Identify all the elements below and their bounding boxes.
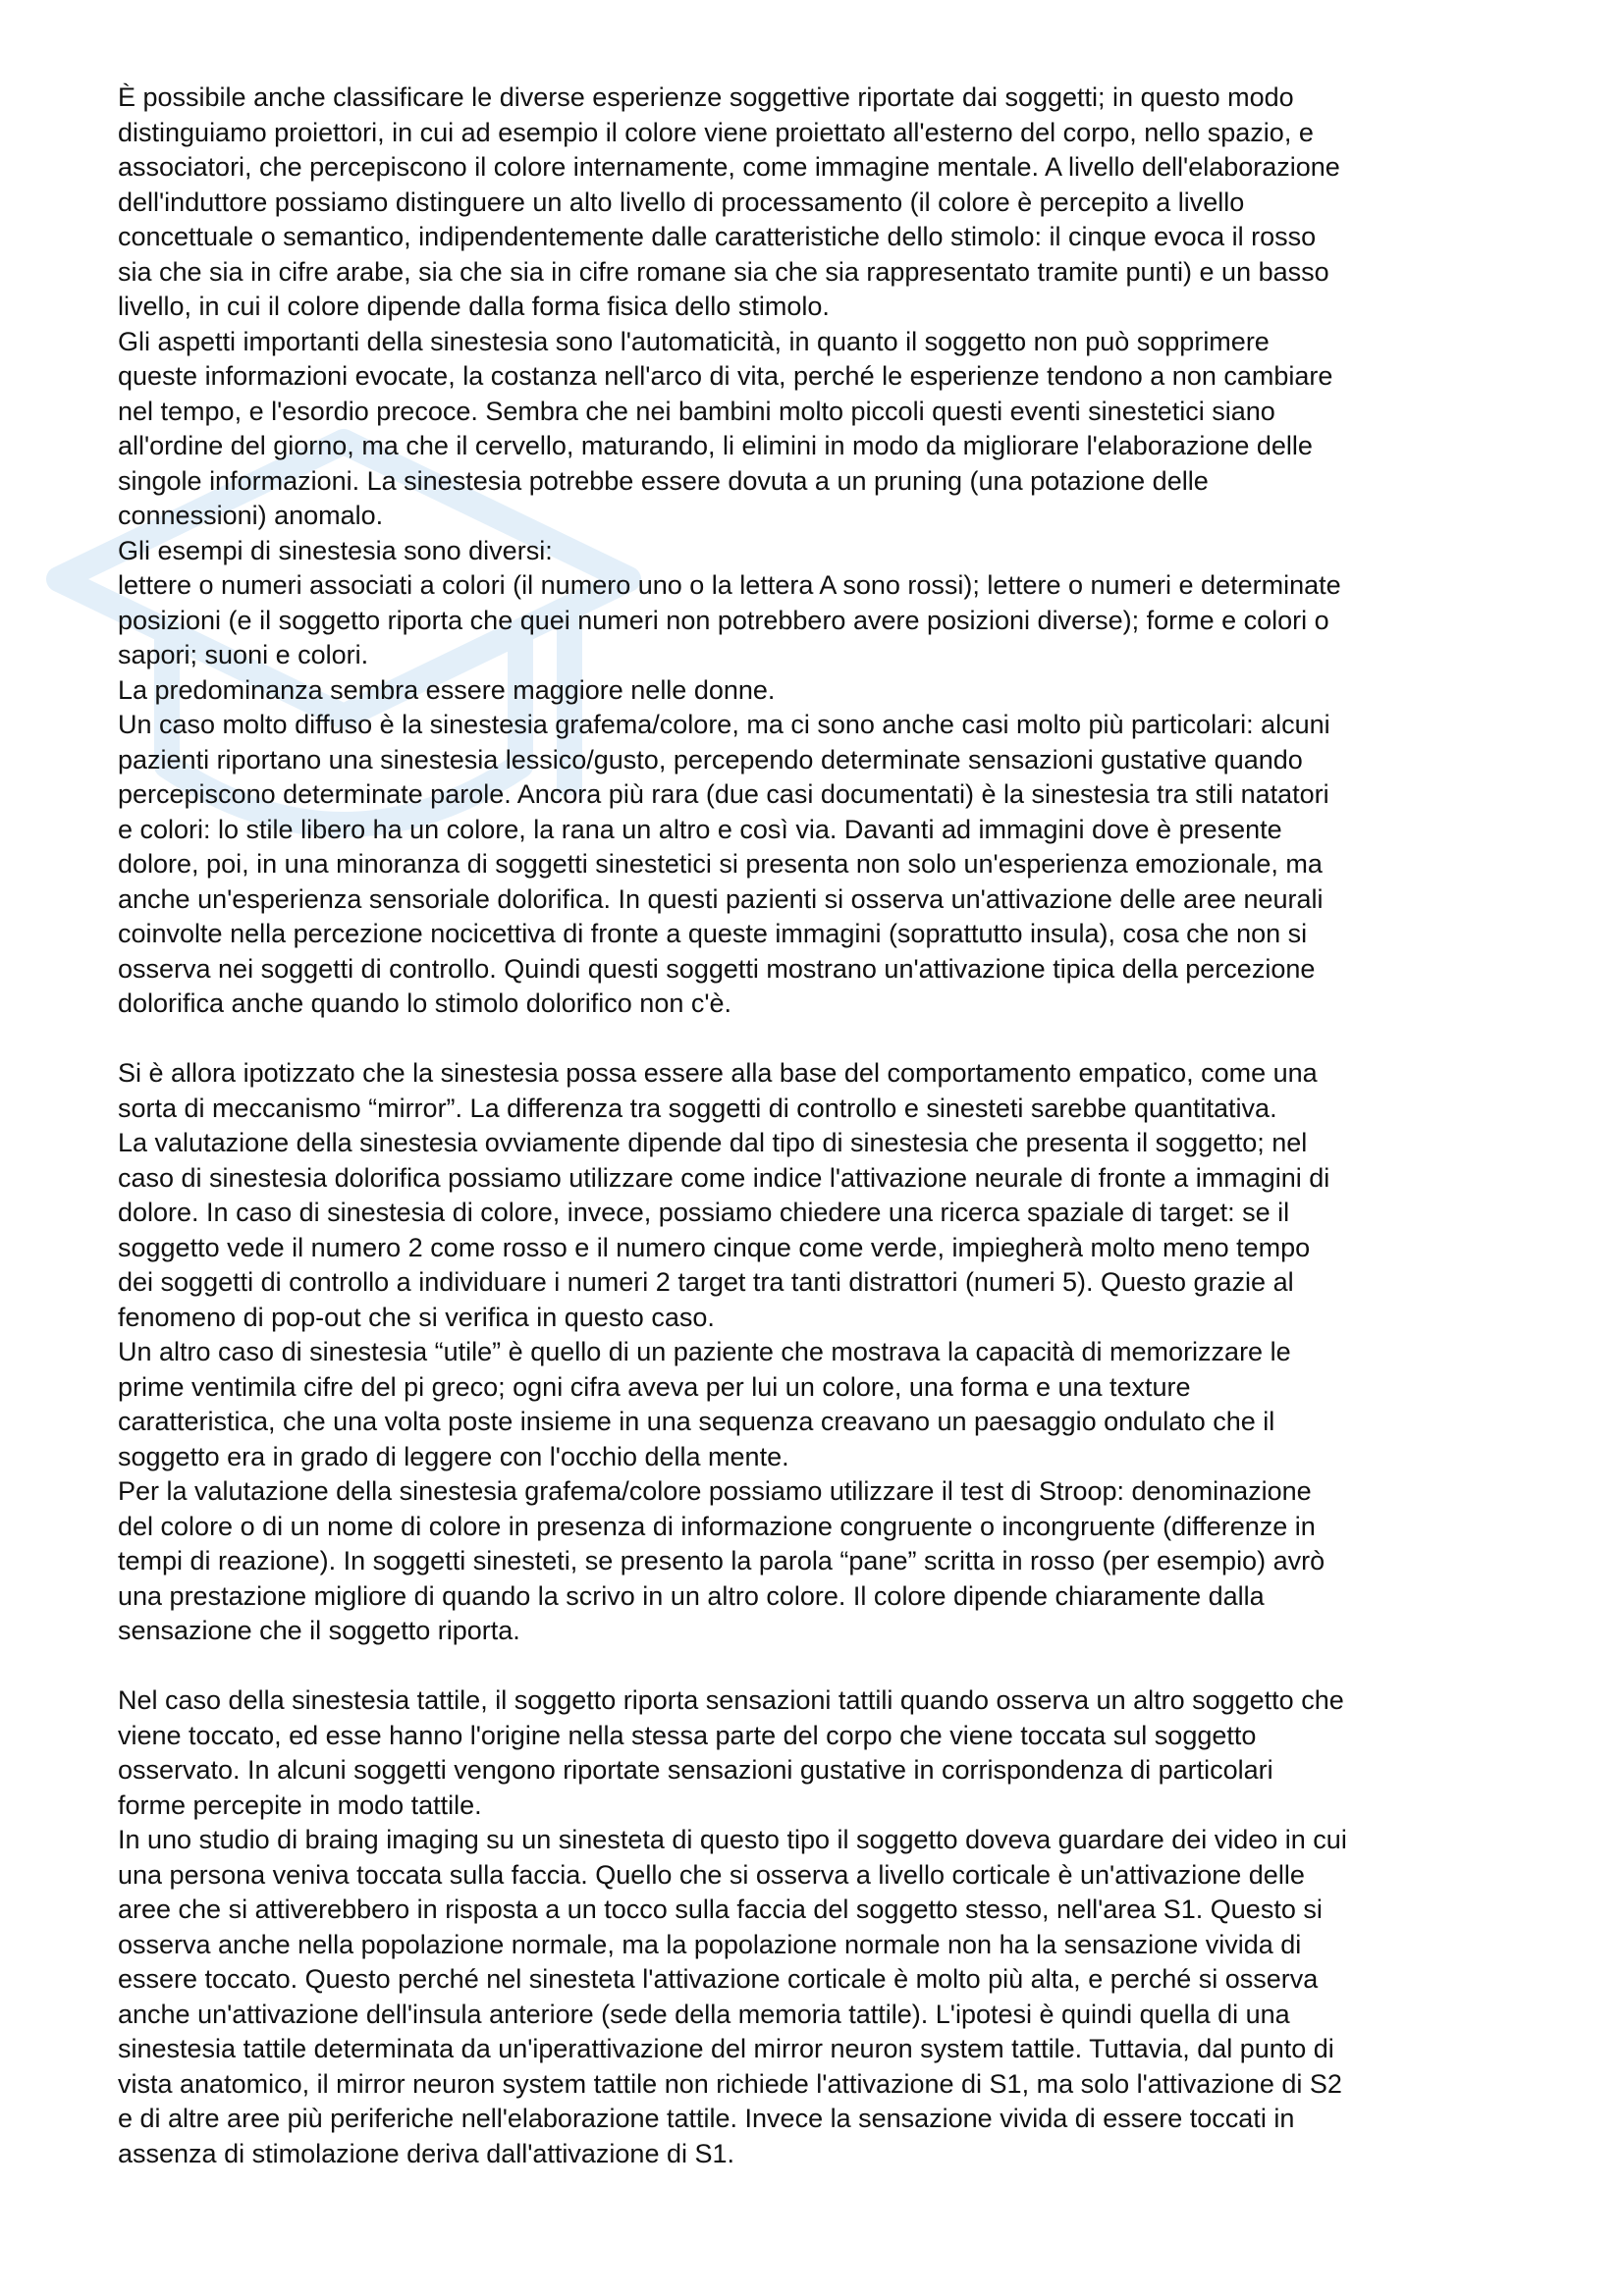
paragraph-brain-imaging: In uno studio di braing imaging su un sinesteta di questo tipo il soggetto doveva guardare dei video in cui una persona veniva toccata sulla faccia. Quello che si osserva a livello corticale è un'attivazione delle aree che si attiverebbero in risposta a un tocco sulla faccia del soggetto stesso, nell'area S1. Questo si osserva anche nella popolazione normale, ma la popolazione normale non ha la sensazione vivida di essere toccato. Questo perché nel sinesteta l'attivazione corticale è molto più alta, e perché si osserva anche un'attivazione dell'insula anteriore (sede della memoria tattile). L'ipotesi è quindi quella di una sinestesia tattile determinata da un'iperattivazione del mirror neuron system tattile. Tuttavia, dal punto di vista anatomico, il mirror neuron system tattile non richiede l'attivazione di S1, ma solo l'attivazione di S2 e di altre aree più periferiche nell'elaborazione tattile. Invece la sensazione vivida di essere toccati in assenza di stimolazione deriva dall'attivazione di S1. (118, 1825, 1347, 2168)
paragraph-pi-greco: Un altro caso di sinestesia “utile” è quello di un paziente che mostrava la capacità di memorizzare le prime ventimila cifre del pi greco; ogni cifra aveva per lui un colore, una forma e una texture caratteristica, che una volta poste insieme in una sequenza creavano un paesaggio ondulato che il soggetto era in grado di leggere con l'occhio della mente. (118, 1337, 1291, 1471)
paragraph-comportamento-empatico: Si è allora ipotizzato che la sinestesia possa essere alla base del comportamento empatico, come una sorta di meccanismo “mirror”. La differenza tra soggetti di controllo e sinesteti sarebbe quantitativa. (118, 1058, 1318, 1123)
document-body (118, 80, 1512, 2171)
paragraph-aspetti-importanti: Gli aspetti importanti della sinestesia sono l'automaticità, in quanto il soggetto non può sopprimere queste informazioni evocate, la costanza nell'arco di vita, perché le esperienze tendono a non cambiare nel tempo, e l'esordio precoce. Sembra che nei bambini molto piccoli questi eventi sinestetici siano all'ordine del giorno, ma che il cervello, maturando, li elimini in modo da migliorare l'elaborazione delle singole informazioni. La sinestesia potrebbe essere dovuta a un pruning (una potazione delle connessioni) anomalo. (118, 326, 1333, 530)
paragraph-predominanza: La predominanza sembra essere maggiore nelle donne. (118, 674, 776, 705)
paragraph-classificazione: È possibile anche classificare le diverse esperienze soggettive riportate dai soggetti; in questo modo distinguiamo proiettori, in cui ad esempio il colore viene proiettato all'esterno del corpo, nello spazio, e associatori, che percepiscono il colore internamente, come immagine mentale. A livello dell'elaborazione dell'induttore possiamo distinguere un alto livello di processamento (il colore è percepito a livello concettuale o semantico, indipendentemente dalle caratteristiche dello stimolo: il cinque evoca il rosso sia che sia in cifre arabe, sia che sia in cifre romane sia che sia rappresentato tramite punti) e un basso livello, in cui il colore dipende dalla forma fisica dello stimolo. (118, 82, 1340, 321)
paragraph-casi-particolari: Un caso molto diffuso è la sinestesia grafema/colore, ma ci sono anche casi molto più particolari: alcuni pazienti riportano una sinestesia lessico/gusto, percependo determinate sensazioni gustative quando percepiscono determinate parole. Ancora più rara (due casi documentati) è la sinestesia tra stili natatori e colori: lo stile libero ha un colore, la rana un altro e così via. Davanti ad immagini dove è presente dolore, poi, in una minoranza di soggetti sinestetici si presenta non solo un'esperienza emozionale, ma anche un'esperienza sensoriale dolorifica. In questi pazienti si osserva un'attivazione delle aree neurali coinvolte nella percezione nocicettiva di fronte a queste immagini (soprattutto insula), cosa che non si osserva nei soggetti di controllo. Quindi questi soggetti mostrano un'attivazione tipica della percezione dolorifica anche quando lo stimolo dolorifico non c'è. (118, 710, 1330, 1018)
paragraph-esempi-lista: lettere o numeri associati a colori (il numero uno o la lettera A sono rossi); lettere o numeri e determinate posizioni (e il soggetto riporta che quei numeri non potrebbero avere posizioni diverse); forme e colori o sapori; suoni e colori. (118, 570, 1341, 669)
paragraph-sinestesia-tattile: Nel caso della sinestesia tattile, il soggetto riporta sensazioni tattili quando osserva un altro soggetto che viene toccato, ed esse hanno l'origine nella stessa parte del corpo che viene toccata sul soggetto osservato. In alcuni soggetti vengono riportate sensazioni gustative in corrispondenza di particolari forme percepite in modo tattile. (118, 1685, 1344, 1820)
paragraph-valutazione: La valutazione della sinestesia ovviamente dipende dal tipo di sinestesia che presenta il soggetto; nel caso di sinestesia dolorifica possiamo utilizzare come indice l'attivazione neurale di fronte a immagini di dolore. In caso di sinestesia di colore, invece, possiamo chiedere una ricerca spaziale di target: se il soggetto vede il numero 2 come rosso e il numero cinque come verde, impiegherà molto meno tempo dei soggetti di controllo a individuare i numeri 2 target tra tanti distrattori (numeri 5). Questo grazie al fenomeno di pop-out che si verifica in questo caso. (118, 1128, 1330, 1332)
paragraph-stroop: Per la valutazione della sinestesia grafema/colore possiamo utilizzare il test di Stroop: denominazione del colore o di un nome di colore in presenza di informazione congruente o incongruente (differenze in tempi di reazione). In soggetti sinesteti, se presento la parola “pane” scritta in rosso (per esempio) avrò una prestazione migliore di quando la scrivo in un altro colore. Il colore dipende chiaramente dalla sensazione che il soggetto riporta. (118, 1476, 1325, 1645)
paragraph-esempi-intro: Gli esempi di sinestesia sono diversi: (118, 535, 553, 565)
